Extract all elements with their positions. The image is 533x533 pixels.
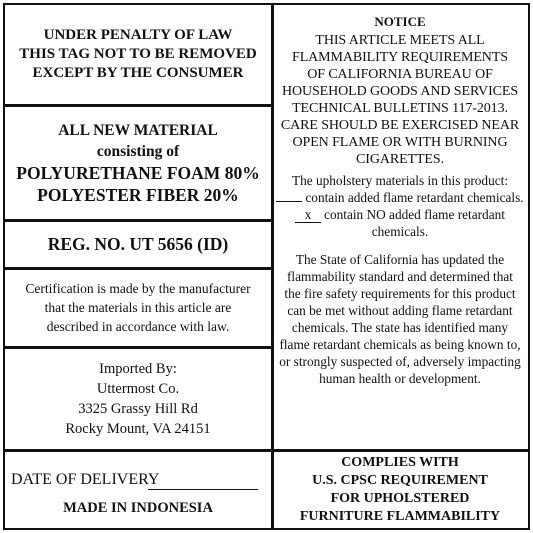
- compliance-line: COMPLIES WITH: [341, 455, 459, 470]
- material-heading: ALL NEW MATERIAL: [58, 121, 218, 139]
- law-warning-line: UNDER PENALTY OF LAW: [43, 27, 233, 43]
- material-component: POLYURETHANE FOAM 80%: [16, 162, 260, 183]
- delivery-origin-block: [5, 451, 271, 529]
- registration-block: [5, 221, 271, 267]
- law-label-tag: [3, 3, 530, 530]
- compliance-line: FURNITURE FLAMMABILITY: [299, 509, 501, 524]
- certification-line: described in accordance with law.: [46, 319, 230, 334]
- california-update-line: flame retardant chemicals as being known to,: [279, 337, 521, 352]
- law-warning-line: EXCEPT BY THE CONSUMER: [32, 65, 244, 81]
- compliance-line: FOR UPHOLSTERED: [330, 491, 470, 506]
- notice-statement-line: TECHNICAL BULLETINS 117-2013.: [292, 101, 508, 116]
- option-contains-row: [276, 189, 523, 206]
- certification-line: Certification is made by the manufacturer: [25, 281, 251, 296]
- country-of-origin: MADE IN INDONESIA: [63, 500, 213, 516]
- california-update-line: can be met without adding flame retardant: [287, 303, 513, 318]
- option-no-row: [295, 206, 505, 223]
- material-component: POLYESTER FIBER 20%: [37, 184, 239, 205]
- importer-line: Imported By:: [99, 360, 177, 377]
- notice-statement-line: CIGARETTES.: [356, 152, 444, 167]
- upholstery-intro: The upholstery materials in this product:: [291, 173, 509, 188]
- date-of-delivery-label: DATE OF DELIVERY: [11, 471, 160, 488]
- california-update-line: chemicals. The state has identified many: [291, 320, 509, 335]
- notice-title: NOTICE: [374, 14, 426, 29]
- notice-statement-line: FLAMMABILITY REQUIREMENTS: [292, 50, 508, 65]
- notice-statement-line: OF CALIFORNIA BUREAU OF: [307, 67, 493, 82]
- importer-line: Uttermost Co.: [96, 380, 180, 397]
- california-update-line: flammability standard and determined that: [287, 269, 513, 284]
- material-consisting: consisting of: [96, 142, 180, 160]
- option-no-text-continued: chemicals.: [371, 224, 429, 239]
- material-content-block: [5, 106, 271, 219]
- notice-statement-line: HOUSEHOLD GOODS AND SERVICES: [281, 84, 519, 99]
- california-update-line: or strongly suspected of, adversely impacting: [279, 354, 521, 369]
- notice-statement-line: THIS ARTICLE MEETS ALL: [315, 33, 485, 48]
- registration-number: REG. NO. UT 5656 (ID): [47, 233, 229, 254]
- law-warning-line: THIS TAG NOT TO BE REMOVED: [19, 46, 257, 62]
- notice-statement-line: OPEN FLAME OR WITH BURNING: [292, 135, 508, 150]
- compliance-line: U.S. CPSC REQUIREMENT: [312, 473, 488, 488]
- notice-statement-line: CARE SHOULD BE EXERCISED NEAR: [280, 118, 520, 133]
- option-contains-text: contain added flame retardant chemicals.: [305, 190, 524, 205]
- notice-block: [274, 13, 526, 449]
- law-warning-block: [5, 5, 271, 104]
- option-no-mark: x: [295, 208, 321, 223]
- california-update-line: The State of California has updated the: [295, 252, 505, 267]
- importer-block: [5, 348, 271, 449]
- option-contains-blank: [276, 189, 302, 202]
- importer-line: 3325 Grassy Hill Rd: [78, 400, 198, 417]
- importer-line: Rocky Mount, VA 24151: [65, 420, 211, 437]
- compliance-block: [274, 451, 526, 529]
- certification-line: that the materials in this article are: [44, 300, 232, 315]
- california-update-line: the fire safety requirements for this product: [284, 286, 516, 301]
- option-no-text: contain NO added flame retardant: [324, 207, 505, 222]
- california-update-line: human health or development.: [319, 371, 481, 386]
- certification-block: [5, 269, 271, 346]
- date-of-delivery-field: [148, 489, 258, 490]
